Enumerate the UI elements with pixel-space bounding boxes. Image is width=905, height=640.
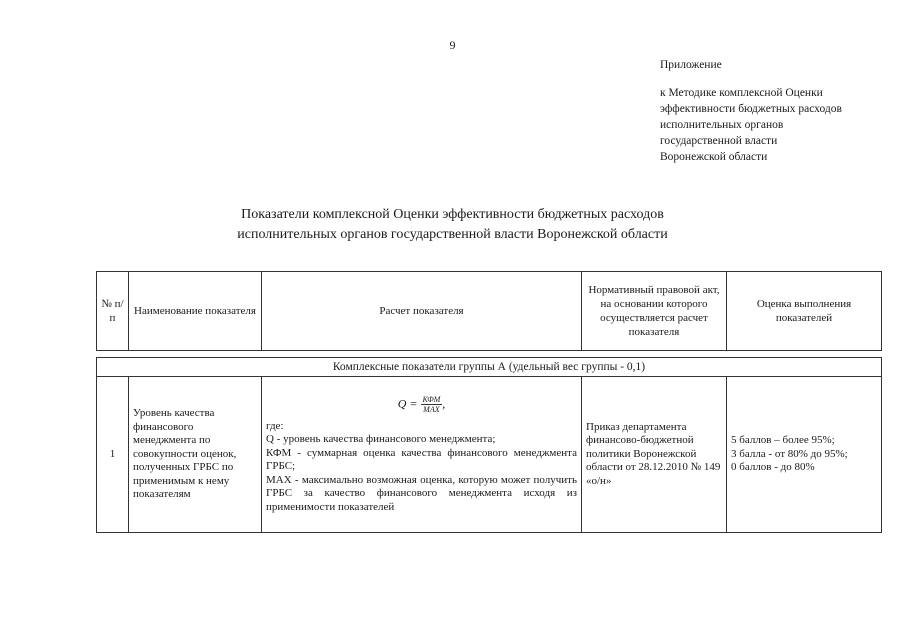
- annex-line: к Методике комплексной Оценки: [660, 87, 823, 99]
- table-row: [97, 377, 882, 533]
- page-number: 9: [449, 38, 456, 52]
- annex-line: Воронежской области: [660, 151, 768, 163]
- annex-line: государственной власти: [660, 135, 778, 147]
- document-title: [0, 205, 905, 245]
- group-row: [97, 358, 882, 377]
- calc-line: КФМ - суммарная оценка качества финансового менеджмента ГРБС;: [266, 446, 577, 473]
- indicator-name: Уровень качества финансового менеджмента по совокупности оценок, полученных ГРБС по применимым к нему показателям: [129, 377, 262, 533]
- formula-denominator: MAX: [423, 404, 440, 414]
- annex-title: Приложение: [660, 59, 722, 71]
- indicators-table-body: [96, 357, 882, 533]
- header-num: № п/п: [97, 272, 129, 351]
- document-title-line1: Показатели комплексной Оценки эффективности бюджетных расходов: [241, 207, 664, 222]
- evaluation-line: 3 балла - от 80% до 95%;: [731, 447, 848, 460]
- calc-line: МАХ - максимально возможная оценка, которую может получить ГРБС за качество финансового менеджмента исходя из применимости показателей: [266, 473, 577, 513]
- evaluation-line: 5 баллов – более 95%;: [731, 434, 835, 447]
- normative-act: Приказ департамента финансово-бюджетной политики Воронежской области от 28.12.2010 № 149 «о/н»: [582, 377, 727, 533]
- row-number: 1: [97, 377, 129, 533]
- evaluation: [727, 377, 882, 533]
- formula-fraction: [421, 394, 446, 414]
- header-name: Наименование показателя: [129, 272, 262, 351]
- annex-line: исполнительных органов: [660, 119, 784, 131]
- formula-tail: ,: [442, 396, 446, 410]
- header-calc: Расчет показателя: [262, 272, 582, 351]
- indicators-table-header: [96, 271, 882, 351]
- indicator-calculation: [262, 377, 582, 533]
- where-label: где:: [266, 419, 284, 432]
- formula-numerator: КФМ: [422, 394, 441, 404]
- calc-line: Q - уровень качества финансового менеджмента;: [266, 433, 496, 446]
- evaluation-line: 0 баллов - до 80%: [731, 461, 815, 474]
- formula: [266, 395, 577, 414]
- header-eval: Оценка выполнения показателей: [727, 272, 882, 351]
- annex-line: эффективности бюджетных расходов: [660, 103, 842, 115]
- formula-lhs: Q =: [397, 396, 418, 410]
- document-title-line2: исполнительных органов государственной власти Воронежской области: [237, 227, 668, 242]
- annex-block: [660, 57, 842, 165]
- header-act: Нормативный правовой акт, на основании которого осуществляется расчет показателя: [582, 272, 727, 351]
- group-a-title: Комплексные показатели группы А (удельный вес группы - 0,1): [97, 358, 882, 377]
